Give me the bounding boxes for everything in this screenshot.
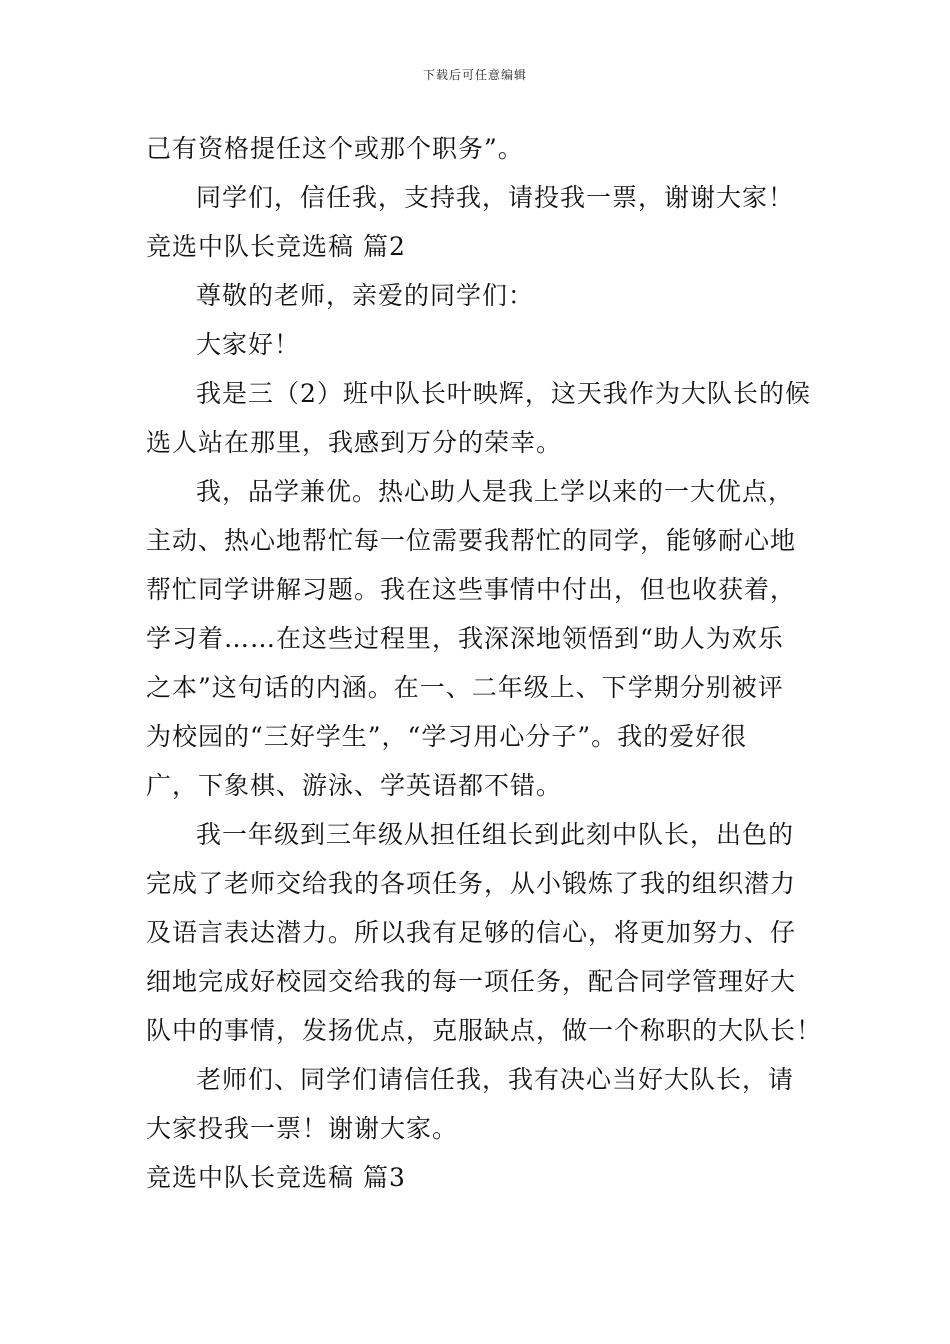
paragraph-line: 及语言表达潜力。所以我有足够的信心，将更加努力、仔 xyxy=(146,918,797,947)
paragraph-line: 主动、热心地帮忙每一位需要我帮忙的同学，能够耐心地 xyxy=(146,526,797,555)
paragraph-line: 队中的事情，发扬优点，克服缺点，做一个称职的大队长！ xyxy=(146,1016,823,1045)
paragraph-line: 老师们、同学们请信任我，我有决心当好大队长，请 xyxy=(196,1065,795,1094)
salutation-line: 尊敬的老师，亲爱的同学们： xyxy=(196,281,535,310)
document-body xyxy=(146,124,823,1202)
paragraph-line: 帮忙同学讲解习题。我在这些事情中付出，但也收获着， xyxy=(146,575,797,604)
section-heading: 竞选中队长竞选稿 篇2 xyxy=(146,232,406,261)
paragraph-line: 完成了老师交给我的各项任务，从小锻炼了我的组织潜力 xyxy=(146,869,797,898)
page-header-note: 下载后可任意编辑 xyxy=(422,68,527,82)
paragraph-line: 同学们，信任我，支持我，请投我一票，谢谢大家！ xyxy=(196,183,795,212)
paragraph-line: 广，下象棋、游泳、学英语都不错。 xyxy=(146,771,563,800)
paragraph-line: 为校园的“三好学生”，“学习用心分子”。我的爱好很 xyxy=(146,722,748,751)
paragraph-line: 之本”这句话的内涵。在一、二年级上、下学期分别被评 xyxy=(146,673,784,702)
paragraph-line: 我是三（2）班中队长叶映辉，这天我作为大队长的候 xyxy=(196,379,811,408)
section-heading: 竞选中队长竞选稿 篇3 xyxy=(146,1163,406,1192)
paragraph-line: 大家投我一票！谢谢大家。 xyxy=(146,1114,459,1143)
paragraph-line: 选人站在那里，我感到万分的荣幸。 xyxy=(146,428,563,457)
paragraph-line: 己有资格提任这个或那个职务”。 xyxy=(146,134,524,163)
paragraph-line: 我一年级到三年级从担任组长到此刻中队长，出色的 xyxy=(196,820,795,849)
paragraph-line: 细地完成好校园交给我的每一项任务，配合同学管理好大 xyxy=(146,967,797,996)
paragraph-line: 我，品学兼优。热心助人是我上学以来的一大优点， xyxy=(196,477,795,506)
paragraph-line: 学习着……在这些过程里，我深深地领悟到“助人为欢乐 xyxy=(146,624,784,653)
greeting-line: 大家好！ xyxy=(196,330,301,359)
